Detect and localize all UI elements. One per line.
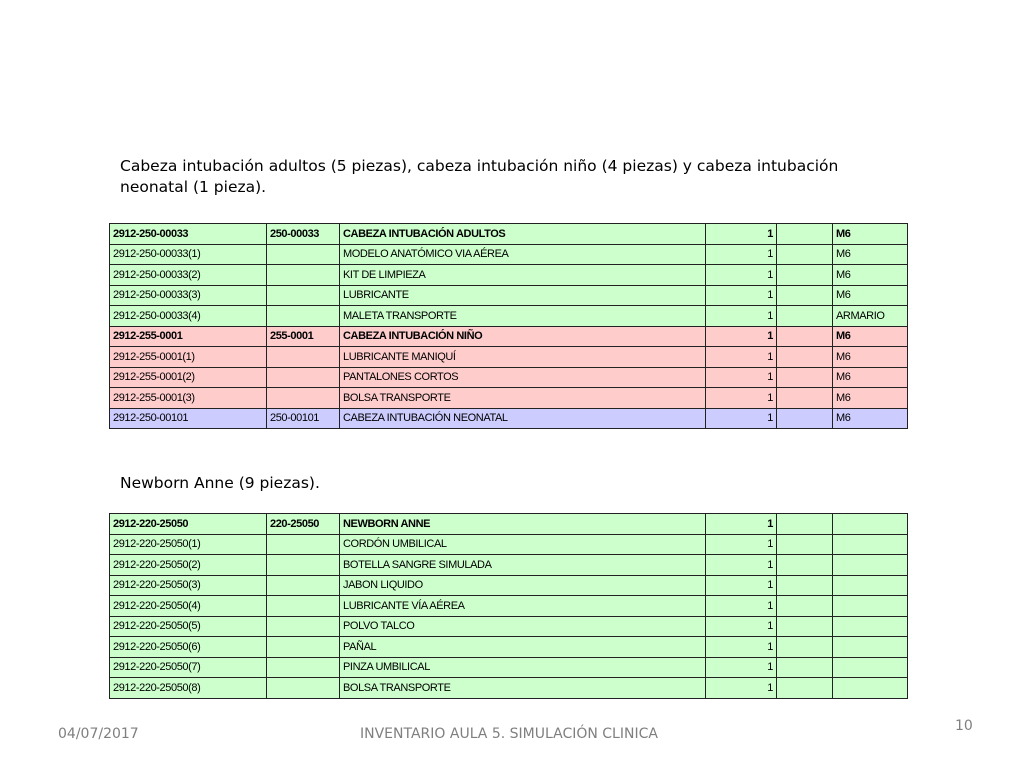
table-row bbox=[110, 596, 908, 617]
cell-description: CABEZA INTUBACIÓN ADULTOS bbox=[340, 224, 706, 245]
table-row bbox=[110, 265, 908, 286]
cell-location bbox=[833, 657, 908, 678]
cell-quantity: 1 bbox=[706, 637, 777, 658]
cell-location bbox=[833, 514, 908, 535]
table-row bbox=[110, 637, 908, 658]
cell-reference: 250-00101 bbox=[267, 408, 340, 429]
table-row bbox=[110, 388, 908, 409]
cell-inventory-code: 2912-250-00101 bbox=[110, 408, 267, 429]
cell-inventory-code: 2912-250-00033(1) bbox=[110, 244, 267, 265]
table-row bbox=[110, 678, 908, 699]
section-heading-intubation: Cabeza intubación adultos (5 piezas), cabeza intubación niño (4 piezas) y cabeza intubación neonatal (1 pieza). bbox=[120, 157, 839, 196]
cell-inventory-code: 2912-255-0001(1) bbox=[110, 347, 267, 368]
cell-description: LUBRICANTE bbox=[340, 285, 706, 306]
table-row bbox=[110, 555, 908, 576]
cell-empty bbox=[777, 285, 833, 306]
cell-quantity: 1 bbox=[706, 408, 777, 429]
cell-quantity: 1 bbox=[706, 575, 777, 596]
page-number: 10 bbox=[955, 718, 973, 734]
cell-location: M6 bbox=[833, 408, 908, 429]
cell-quantity: 1 bbox=[706, 367, 777, 388]
cell-description: BOLSA TRANSPORTE bbox=[340, 388, 706, 409]
cell-reference bbox=[267, 306, 340, 327]
cell-reference bbox=[267, 347, 340, 368]
table-row bbox=[110, 326, 908, 347]
cell-quantity: 1 bbox=[706, 347, 777, 368]
section-heading-newborn-anne: Newborn Anne (9 piezas). bbox=[120, 474, 320, 492]
cell-description: PAÑAL bbox=[340, 637, 706, 658]
cell-quantity: 1 bbox=[706, 224, 777, 245]
cell-location bbox=[833, 534, 908, 555]
cell-location bbox=[833, 616, 908, 637]
table-row bbox=[110, 224, 908, 245]
table-row bbox=[110, 367, 908, 388]
cell-location: M6 bbox=[833, 285, 908, 306]
cell-location bbox=[833, 555, 908, 576]
cell-inventory-code: 2912-220-25050(1) bbox=[110, 534, 267, 555]
cell-empty bbox=[777, 575, 833, 596]
cell-quantity: 1 bbox=[706, 285, 777, 306]
cell-inventory-code: 2912-220-25050(3) bbox=[110, 575, 267, 596]
cell-quantity: 1 bbox=[706, 244, 777, 265]
cell-empty bbox=[777, 306, 833, 327]
cell-empty bbox=[777, 534, 833, 555]
cell-empty bbox=[777, 367, 833, 388]
cell-reference bbox=[267, 555, 340, 576]
cell-reference: 250-00033 bbox=[267, 224, 340, 245]
cell-inventory-code: 2912-220-25050(2) bbox=[110, 555, 267, 576]
cell-empty bbox=[777, 347, 833, 368]
cell-reference: 255-0001 bbox=[267, 326, 340, 347]
cell-reference bbox=[267, 596, 340, 617]
cell-empty bbox=[777, 265, 833, 286]
table-row bbox=[110, 657, 908, 678]
cell-description: CABEZA INTUBACIÓN NIÑO bbox=[340, 326, 706, 347]
cell-inventory-code: 2912-255-0001(2) bbox=[110, 367, 267, 388]
table-row bbox=[110, 534, 908, 555]
cell-empty bbox=[777, 408, 833, 429]
cell-reference bbox=[267, 678, 340, 699]
cell-location: ARMARIO bbox=[833, 306, 908, 327]
cell-location bbox=[833, 596, 908, 617]
table-row bbox=[110, 408, 908, 429]
cell-quantity: 1 bbox=[706, 326, 777, 347]
cell-quantity: 1 bbox=[706, 306, 777, 327]
cell-reference bbox=[267, 367, 340, 388]
cell-quantity: 1 bbox=[706, 657, 777, 678]
cell-description: BOLSA TRANSPORTE bbox=[340, 678, 706, 699]
table-row bbox=[110, 306, 908, 327]
cell-inventory-code: 2912-220-25050(4) bbox=[110, 596, 267, 617]
newborn-anne-inventory-table bbox=[109, 513, 908, 699]
cell-reference bbox=[267, 265, 340, 286]
cell-quantity: 1 bbox=[706, 388, 777, 409]
cell-location: M6 bbox=[833, 388, 908, 409]
cell-reference: 220-25050 bbox=[267, 514, 340, 535]
cell-empty bbox=[777, 616, 833, 637]
table-row bbox=[110, 575, 908, 596]
cell-reference bbox=[267, 616, 340, 637]
table-row bbox=[110, 347, 908, 368]
cell-reference bbox=[267, 285, 340, 306]
cell-inventory-code: 2912-250-00033(2) bbox=[110, 265, 267, 286]
cell-inventory-code: 2912-220-25050(6) bbox=[110, 637, 267, 658]
cell-reference bbox=[267, 637, 340, 658]
cell-location: M6 bbox=[833, 265, 908, 286]
cell-quantity: 1 bbox=[706, 678, 777, 699]
cell-empty bbox=[777, 657, 833, 678]
cell-inventory-code: 2912-220-25050(8) bbox=[110, 678, 267, 699]
cell-inventory-code: 2912-250-00033 bbox=[110, 224, 267, 245]
footer-date: 04/07/2017 bbox=[58, 726, 139, 742]
cell-location: M6 bbox=[833, 224, 908, 245]
cell-empty bbox=[777, 555, 833, 576]
cell-description: KIT DE LIMPIEZA bbox=[340, 265, 706, 286]
cell-inventory-code: 2912-250-00033(4) bbox=[110, 306, 267, 327]
cell-empty bbox=[777, 637, 833, 658]
intubation-inventory-table bbox=[109, 223, 908, 429]
cell-description: JABON LIQUIDO bbox=[340, 575, 706, 596]
cell-location bbox=[833, 678, 908, 699]
cell-reference bbox=[267, 534, 340, 555]
cell-description: LUBRICANTE VÍA AÉREA bbox=[340, 596, 706, 617]
cell-quantity: 1 bbox=[706, 534, 777, 555]
cell-empty bbox=[777, 224, 833, 245]
cell-description: CABEZA INTUBACIÓN NEONATAL bbox=[340, 408, 706, 429]
cell-reference bbox=[267, 575, 340, 596]
cell-inventory-code: 2912-250-00033(3) bbox=[110, 285, 267, 306]
cell-quantity: 1 bbox=[706, 616, 777, 637]
cell-location: M6 bbox=[833, 326, 908, 347]
cell-quantity: 1 bbox=[706, 555, 777, 576]
cell-inventory-code: 2912-220-25050 bbox=[110, 514, 267, 535]
cell-quantity: 1 bbox=[706, 265, 777, 286]
cell-quantity: 1 bbox=[706, 514, 777, 535]
cell-inventory-code: 2912-220-25050(5) bbox=[110, 616, 267, 637]
cell-reference bbox=[267, 244, 340, 265]
cell-inventory-code: 2912-255-0001(3) bbox=[110, 388, 267, 409]
cell-empty bbox=[777, 388, 833, 409]
cell-description: POLVO TALCO bbox=[340, 616, 706, 637]
cell-location bbox=[833, 575, 908, 596]
table-row bbox=[110, 616, 908, 637]
table-row bbox=[110, 285, 908, 306]
cell-description: MODELO ANATÓMICO VIA AÉREA bbox=[340, 244, 706, 265]
cell-empty bbox=[777, 596, 833, 617]
cell-description: PINZA UMBILICAL bbox=[340, 657, 706, 678]
cell-inventory-code: 2912-255-0001 bbox=[110, 326, 267, 347]
cell-empty bbox=[777, 326, 833, 347]
cell-location: M6 bbox=[833, 367, 908, 388]
cell-location: M6 bbox=[833, 244, 908, 265]
cell-description: NEWBORN ANNE bbox=[340, 514, 706, 535]
cell-quantity: 1 bbox=[706, 596, 777, 617]
cell-empty bbox=[777, 514, 833, 535]
cell-location bbox=[833, 637, 908, 658]
table-row bbox=[110, 244, 908, 265]
cell-empty bbox=[777, 244, 833, 265]
cell-reference bbox=[267, 657, 340, 678]
cell-description: BOTELLA SANGRE SIMULADA bbox=[340, 555, 706, 576]
cell-location: M6 bbox=[833, 347, 908, 368]
cell-description: CORDÓN UMBILICAL bbox=[340, 534, 706, 555]
footer-title: INVENTARIO AULA 5. SIMULACIÓN CLINICA bbox=[360, 726, 658, 742]
cell-reference bbox=[267, 388, 340, 409]
cell-empty bbox=[777, 678, 833, 699]
table-row bbox=[110, 514, 908, 535]
cell-description: MALETA TRANSPORTE bbox=[340, 306, 706, 327]
cell-inventory-code: 2912-220-25050(7) bbox=[110, 657, 267, 678]
cell-description: PANTALONES CORTOS bbox=[340, 367, 706, 388]
cell-description: LUBRICANTE MANIQUÍ bbox=[340, 347, 706, 368]
